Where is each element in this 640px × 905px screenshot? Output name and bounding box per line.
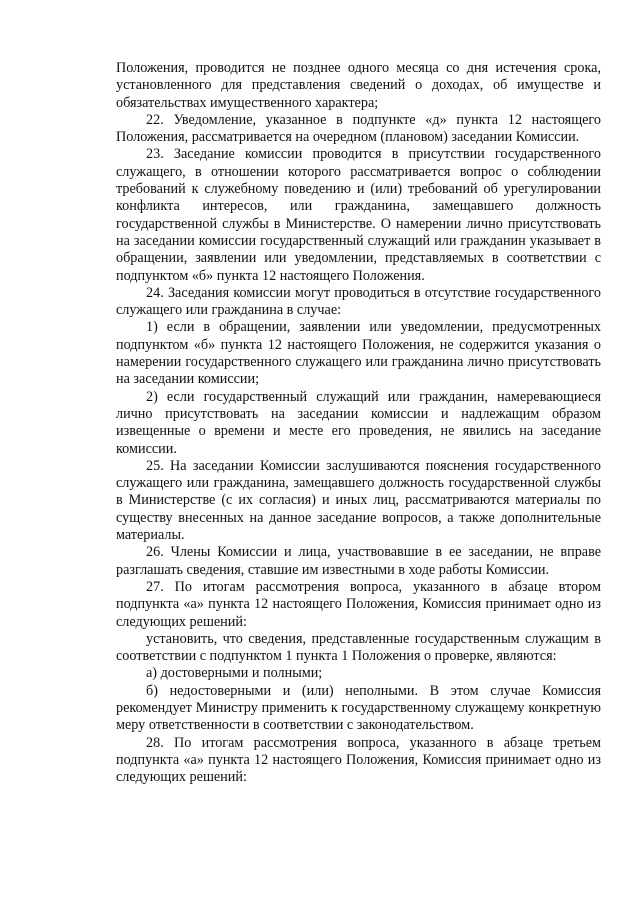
paragraph-27-option-a: а) достоверными и полными; (146, 665, 323, 682)
paragraph-continuation: Положения, проводится не позднее одного месяца со дня истечения срока, установленного для представления сведений о доходах, об имуществе и обязательствах имущественного характера; (116, 60, 601, 111)
paragraph-27: 27. По итогам рассмотрения вопроса, указанного в абзаце втором подпункта «а» пункта 12 настоящего Положения, Комиссия принимает одно из следующих решений: (116, 578, 601, 630)
document-page (116, 60, 601, 786)
paragraph-27-decision: установить, что сведения, представленные государственным служащим в соответствии с подпунктом 1 пункта 1 Положения о проверке, являются: (116, 630, 601, 665)
paragraph-24-item-2: 2) если государственный служащий или гражданин, намеревающиеся лично присутствовать на заседании комиссии и надлежащим образом извещенные о времени и месте его проведения, не явились на заседание комиссии. (116, 388, 601, 457)
paragraph-24-item-1: 1) если в обращении, заявлении или уведомлении, предусмотренных подпунктом «б» пункта 12 настоящего Положения, не содержится указания о намерении государственного служащего или гражданина лично присутствовать на заседании комиссии; (116, 319, 601, 388)
paragraph-24: 24. Заседания комиссии могут проводиться в отсутствие государственного служащего или гражданина в случае: (116, 284, 601, 319)
paragraph-25: 25. На заседании Комиссии заслушиваются пояснения государственного служащего или гражданина, замещавшего должность государственной службы в Министерстве (с их согласия) и иных лиц, рассматриваются материалы по существу внесенных на данное заседание вопросов, а также дополнительные материалы. (116, 457, 601, 544)
paragraph-27-option-b: б) недостоверными и (или) неполными. В этом случае Комиссия рекомендует Министру применить к государственному служащему конкретную меру ответственности в соответствии с законодательством. (116, 682, 601, 734)
paragraph-26: 26. Члены Комиссии и лица, участвовавшие в ее заседании, не вправе разглашать сведения, ставшие им известными в ходе работы Комиссии. (116, 544, 601, 578)
paragraph-28: 28. По итогам рассмотрения вопроса, указанного в абзаце третьем подпункта «а» пункта 12 настоящего Положения, Комиссия принимает одно из следующих решений: (116, 734, 601, 786)
paragraph-23: 23. Заседание комиссии проводится в присутствии государственного служащего, в отношении которого рассматривается вопрос о соблюдении требований к служебному поведению и (или) требований об урегулировании конфликта интересов, или гражданина, замещавшего должность государственной службы в Министерстве. О намерении лично присутствовать на заседании комиссии государственный служащий или гражданин указывает в обращении, заявлении или уведомлении, представляемых в соответствии с подпунктом «б» пункта 12 настоящего Положения. (116, 146, 601, 284)
paragraph-22: 22. Уведомление, указанное в подпункте «д» пункта 12 настоящего Положения, рассматривается на очередном (плановом) заседании Комиссии. (116, 111, 601, 146)
